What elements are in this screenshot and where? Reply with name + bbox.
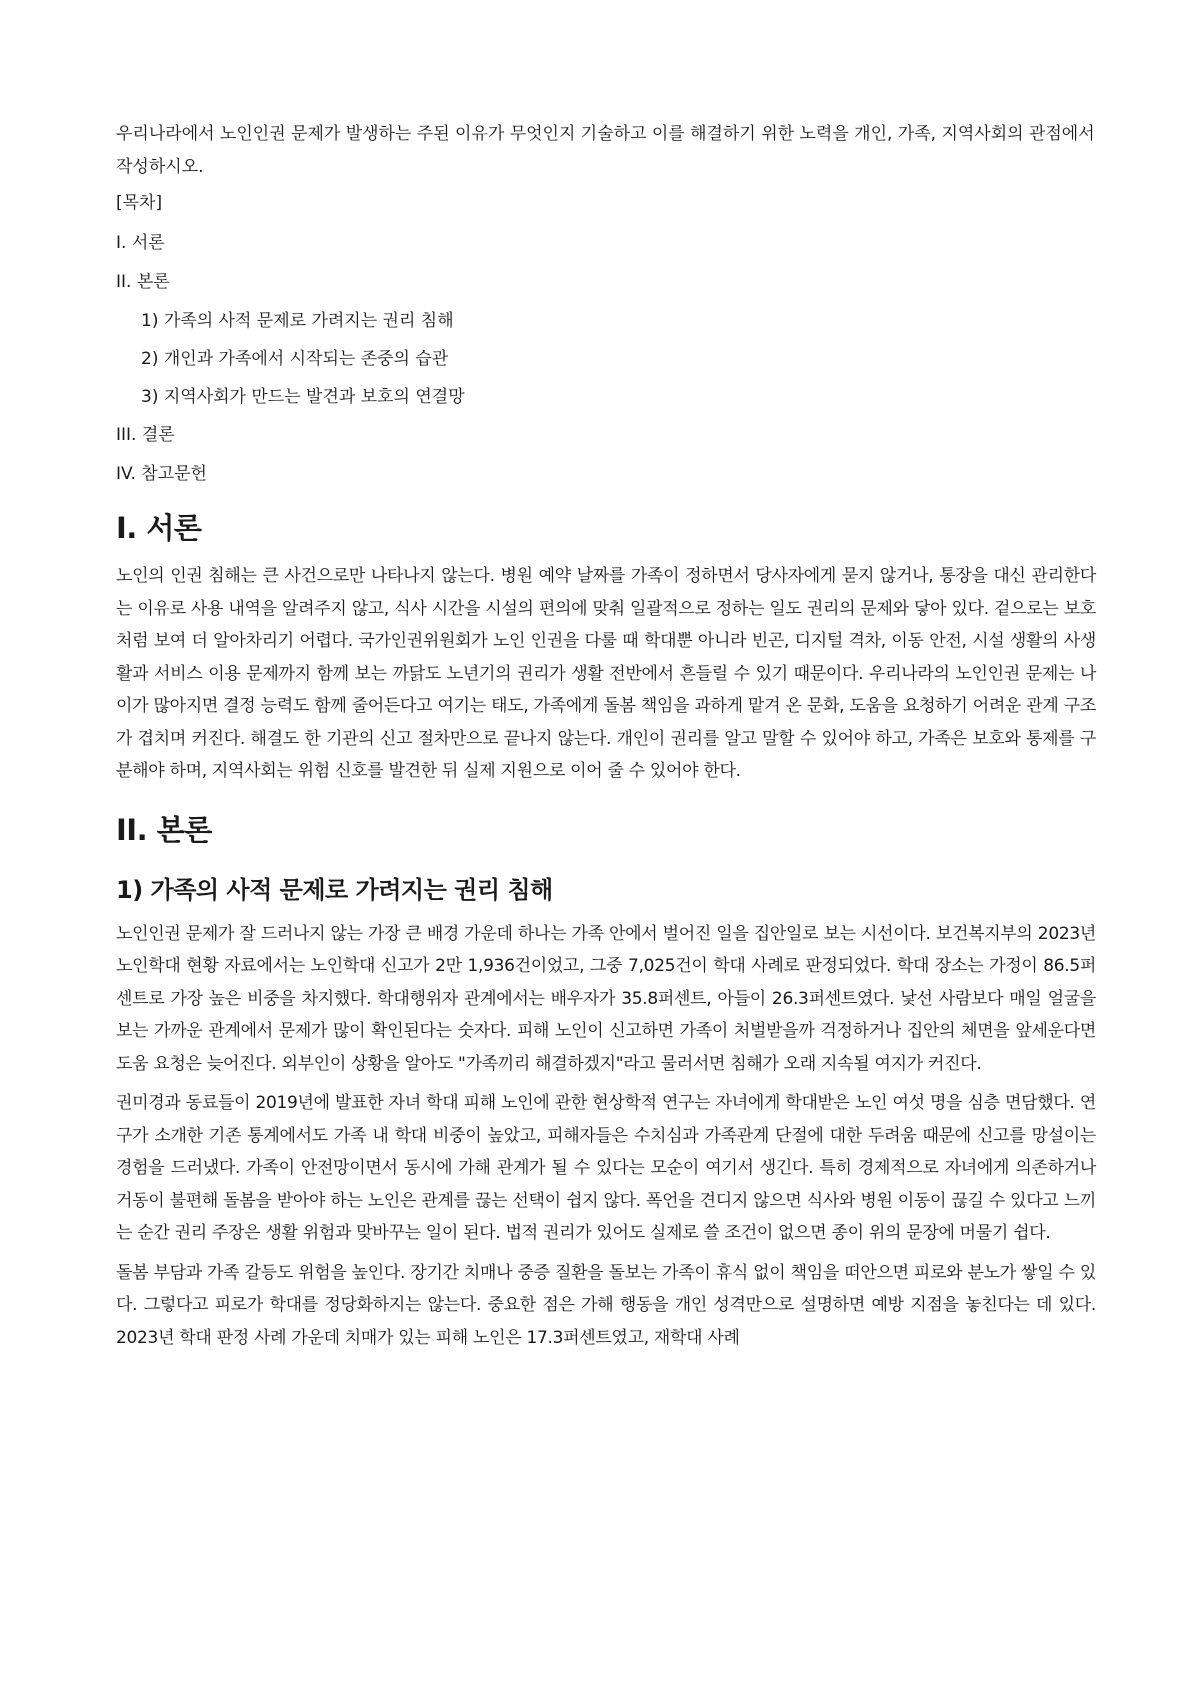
toc-subitem: 3) 지역사회가 만드는 발견과 보호의 연결망 [141,387,465,407]
document-page [116,118,1096,1361]
body-paragraph: 노인인권 문제가 잘 드러나지 않는 가장 큰 배경 가운데 하나는 가족 안에서 벌어진 일을 집안일로 보는 시선이다. 보건복지부의 2023년 노인학대 현황 자료에서는 노인학대 신고가 2만 1,936건이었고, 그중 7,025건이 학대 사례로 판정되었다. 학대 장소는 가정이 86.5퍼센트로 가장 높은 비중을 차지했다. 학대행위자 관계에서는 배우자가 35.8퍼센트, 아들이 26.3퍼센트였다. 낯선 사람보다 매일 얼굴을 보는 가까운 관계에서 문제가 많이 확인된다는 숫자다. 피해 노인이 신고하면 가족이 처벌받을까 걱정하거나 집안의 체면을 앞세운다면 도움 요청은 늦어진다. 외부인이 상황을 알아도 "가족끼리 해결하겠지"라고 물러서면 침해가 오래 지속될 여지가 커진다. [116,923,1096,1074]
toc-item: I. 서론 [116,233,165,253]
body-paragraph: 돌봄 부담과 가족 갈등도 위험을 높인다. 장기간 치매나 중증 질환을 돌보는 가족이 휴식 없이 책임을 떠안으면 피로와 분노가 쌓일 수 있다. 그렇다고 피로가 학대를 정당화하지는 않는다. 중요한 점은 가해 행동을 개인 성격만으로 설명하면 예방 지점을 놓친다는 데 있다. 2023년 학대 판정 사례 가운데 치매가 있는 피해 노인은 17.3퍼센트였고, 재학대 사례 [116,1262,1096,1348]
toc-subitem: 2) 개인과 가족에서 시작되는 존중의 습관 [141,349,449,369]
toc-item: III. 결론 [116,425,175,445]
section-title-body: II. 본론 [116,812,212,847]
toc-subitem: 1) 가족의 사적 문제로 가려지는 권리 침해 [141,311,454,331]
table-of-contents [116,191,1096,486]
section-title-intro: I. 서론 [116,511,202,545]
toc-item: IV. 참고문헌 [116,464,207,484]
toc-heading: [목차] [116,193,163,213]
subsection-title-1: 1) 가족의 사적 문제로 가려지는 권리 침해 [116,875,553,904]
toc-item: II. 본론 [116,272,170,292]
intro-paragraph: 노인의 인권 침해는 큰 사건으로만 나타나지 않는다. 병원 예약 날짜를 가족이 정하면서 당사자에게 묻지 않거나, 통장을 대신 관리한다는 이유로 사용 내역을 알려주지 않고, 식사 시간을 시설의 편의에 맞춰 일괄적으로 정하는 일도 권리의 문제와 닿아 있다. 겉으로는 보호처럼 보여 더 알아차리기 어렵다. 국가인권위원회가 노인 인권을 다룰 때 학대뿐 아니라 빈곤, 디지털 격차, 이동 안전, 시설 생활의 사생활과 서비스 이용 문제까지 함께 보는 까닭도 노년기의 권리가 생활 전반에서 흔들릴 수 있기 때문이다. 우리나라의 노인인권 문제는 나이가 많아지면 결정 능력도 함께 줄어든다고 여기는 태도, 가족에게 돌봄 책임을 과하게 맡겨 온 문화, 도움을 요청하기 어려운 관계 구조가 겹치며 커진다. 해결도 한 기관의 신고 절차만으로 끝나지 않는다. 개인이 권리를 알고 말할 수 있어야 하고, 가족은 보호와 통제를 구분해야 하며, 지역사회는 위험 신호를 발견한 뒤 실제 지원으로 이어 줄 수 있어야 한다. [116,566,1096,781]
body-paragraph: 권미경과 동료들이 2019년에 발표한 자녀 학대 피해 노인에 관한 현상학적 연구는 자녀에게 학대받은 노인 여섯 명을 심층 면담했다. 연구가 소개한 기존 통계에서도 가족 내 학대 비중이 높았고, 피해자들은 수치심과 가족관계 단절에 대한 두려움 때문에 신고를 망설이는 경험을 드러냈다. 가족이 안전망이면서 동시에 가해 관계가 될 수 있다는 모순이 여기서 생긴다. 특히 경제적으로 자녀에게 의존하거나 거동이 불편해 돌봄을 받아야 하는 노인은 관계를 끊는 선택이 쉽지 않다. 폭언을 견디지 않으면 식사와 병원 이동이 끊길 수 있다고 느끼는 순간 권리 주장은 생활 위험과 맞바꾸는 일이 된다. 법적 권리가 있어도 실제로 쓸 조건이 없으면 종이 위의 문장에 머물기 쉽다. [116,1093,1096,1243]
assignment-prompt: 우리나라에서 노인인권 문제가 발생하는 주된 이유가 무엇인지 기술하고 이를 해결하기 위한 노력을 개인, 가족, 지역사회의 관점에서 작성하시오. [116,124,1095,177]
